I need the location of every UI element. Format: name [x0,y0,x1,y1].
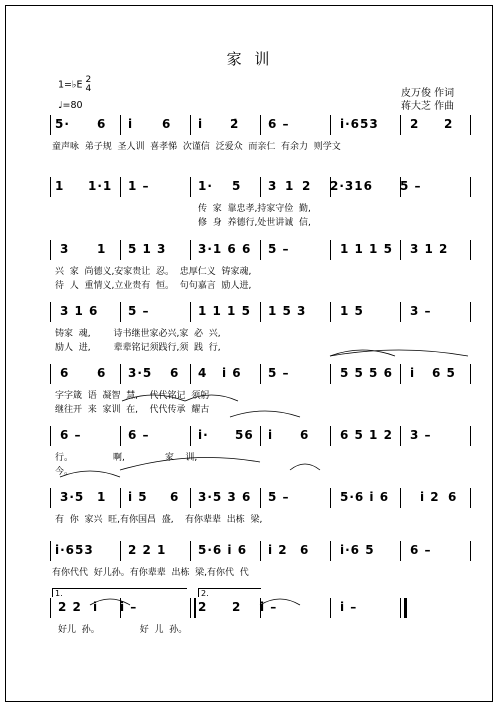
note-group: i [268,428,274,442]
note-group: 1 [285,179,295,193]
barline [260,177,261,197]
barline [190,426,191,446]
lyric-line: 有你代代 好儿孙。有你辈辈 出栋 梁,有你代 代 [52,568,249,578]
lyric-line: 兴 家 尚德义,安家贵让 忍。 忠厚仁义 铸家魂, [55,267,252,277]
barline [470,364,471,384]
note-group: 3·5 3 6 [198,490,252,504]
note-group: 1 [97,490,107,504]
barline [260,302,261,322]
note-group: 1 1 1 5 [340,242,393,256]
barline [470,240,471,260]
barline [120,302,121,322]
note-group: 6 [448,490,458,504]
song-title: 家 训 [226,50,274,68]
barline [120,488,121,508]
note-group: 5 1 3 [128,242,167,256]
note-group: i [198,117,204,131]
note-group: 3 [268,179,278,193]
lyric-line: 传 家 靠忠孝,持家守俭 勤, [198,204,311,214]
barline [120,426,121,446]
time-top: 2 [85,75,92,85]
note-group: 3·5 [60,490,85,504]
barline [330,488,331,508]
lyric-line: 继往开 来 家训 在, 代代传承 耀古 [55,405,210,415]
note-group: 6 [97,117,107,131]
barline [330,240,331,260]
barline [330,541,331,561]
note-group: 1 5 [340,304,364,318]
barline [330,364,331,384]
barline [50,302,51,322]
barline [120,115,121,135]
lyric-line: 待 人 重情义,立业贵有 恒。 句句嘉言 励人进, [55,281,252,291]
barline [50,240,51,260]
barline [120,177,121,197]
time-signature [86,76,92,94]
note-group: i – [260,600,278,614]
lyric-line: 字字箴 语 凝智 慧, 代代铭记 须躬 [55,391,210,401]
lyric-line: 行。 啊, 家 训, [55,453,198,463]
barline [470,488,471,508]
barline [50,426,51,446]
note-group: 6 5 1 2 [340,428,393,442]
note-group: 6 [300,543,310,557]
barline [50,488,51,508]
note-group: 4 [198,366,208,380]
lyric-line: 好儿 孙。 好 儿 孙。 [58,625,188,635]
note-group: 5 5 5 6 [340,366,393,380]
note-group: 56 [235,428,254,442]
note-group: 6 [170,490,180,504]
note-group: 6 – [268,117,290,131]
note-group: 1·1 [88,179,113,193]
lyric-line: 童声咏 弟子规 圣人训 喜孝悌 次谨信 泛爱众 而亲仁 有余力 则学文 [52,142,341,152]
barline [190,488,191,508]
barline [120,541,121,561]
lyricist-credit: 皮万俊 作词 [401,88,455,99]
barline [330,302,331,322]
note-group: 6 – [128,428,150,442]
note-group: 6 5 [432,366,456,380]
barline [400,488,401,508]
flat-sign: ♭ [72,79,77,91]
barline [260,488,261,508]
note-group: 1· [198,179,213,193]
key-signature [58,76,91,94]
barline [470,177,471,197]
note-group: 1 – [128,179,150,193]
barline [330,598,331,618]
note-group: i 5 [128,490,148,504]
barline [400,115,401,135]
note-group: 2·316 [330,179,373,193]
barline [120,364,121,384]
lyric-line: 铸家 魂, 诗书继世家必兴,家 必 兴, [55,329,221,339]
barline [330,426,331,446]
barline [400,302,401,322]
barline [470,426,471,446]
note-group: i 6 [222,366,242,380]
note-group: i [93,600,99,614]
barline [50,115,51,135]
note-group: 5 – [268,490,290,504]
barline [470,115,471,135]
barline [190,115,191,135]
note-group: i [128,117,134,131]
note-group: 5 – [268,366,290,380]
note-group: i·6 5 [340,543,375,557]
note-group: 6 – [60,428,82,442]
barline [260,541,261,561]
barline [260,426,261,446]
note-group: i· [198,428,209,442]
repeat-barline [190,598,196,618]
barline [400,541,401,561]
note-group: 6 [170,366,180,380]
note-group: 2 [444,117,454,131]
note-group: 2 [302,179,312,193]
volta-bracket: 2. [198,588,261,597]
final-barline [400,598,407,618]
note-group: 2 [198,600,208,614]
note-group: 6 [60,366,70,380]
barline [50,177,51,197]
note-group: 5 – [268,242,290,256]
note-group: 2 [232,600,242,614]
barline [260,115,261,135]
lyric-line: 励人 进, 辈辈铭记须践行,须 践 行, [55,343,221,353]
note-group: i – [120,600,138,614]
note-group: 2 [410,117,420,131]
note-group: 3 – [410,428,432,442]
note-group: i·653 [340,117,379,131]
note-group: i [410,366,416,380]
note-group: 3 [60,242,70,256]
note-group: i – [340,600,358,614]
barline [50,598,51,618]
note-group: 1 [55,179,65,193]
note-group: 1 5 3 [268,304,307,318]
note-group: i·653 [55,543,94,557]
barline [190,541,191,561]
barline [260,364,261,384]
barline [470,302,471,322]
note-group: 3·1 6 6 [198,242,252,256]
barline [330,115,331,135]
volta-bracket: 1. [52,588,187,597]
note-group: 5 [232,179,242,193]
barline [190,364,191,384]
barline [120,240,121,260]
barline [400,364,401,384]
barline [190,177,191,197]
note-group: i 2 [420,490,440,504]
note-group: 2 2 [58,600,82,614]
barline [190,302,191,322]
barline [400,426,401,446]
barline [400,240,401,260]
barline [190,240,191,260]
tempo-marking: ♩=80 [58,100,83,111]
note-group: 2 2 1 [128,543,167,557]
note-group: 6 [162,117,172,131]
lyric-line: 修 身 养德行,处世讲诚 信, [198,218,311,228]
note-group: 1 [97,242,107,256]
lyric-line: 有 你 家兴 旺,有你国昌 盛, 有你辈辈 出栋 梁, [55,515,263,525]
note-group: 5 – [128,304,150,318]
note-group: i 2 [268,543,288,557]
note-group: 6 [300,428,310,442]
note-group: 3 1 6 [60,304,99,318]
note-group: 5·6 i 6 [198,543,248,557]
note-group: 5 – [400,179,422,193]
key-prefix: 1= [58,79,73,91]
time-bottom: 4 [85,84,92,94]
barline [50,541,51,561]
note-group: 1 1 1 5 [198,304,251,318]
note-group: 5·6 i 6 [340,490,390,504]
barline [470,541,471,561]
note-group: 3 – [410,304,432,318]
note-group: 3·5 [128,366,153,380]
note-group: 6 – [410,543,432,557]
barline [260,240,261,260]
barline [50,364,51,384]
note-group: 3 1 2 [410,242,449,256]
lyric-line: 今。 [55,467,74,477]
composer-credit: 蒋大芝 作曲 [401,101,455,112]
note-group: 5· [55,117,70,131]
note-group: 2̇ [230,117,240,131]
key-tone: E [76,79,83,91]
note-group: 6 [97,366,107,380]
